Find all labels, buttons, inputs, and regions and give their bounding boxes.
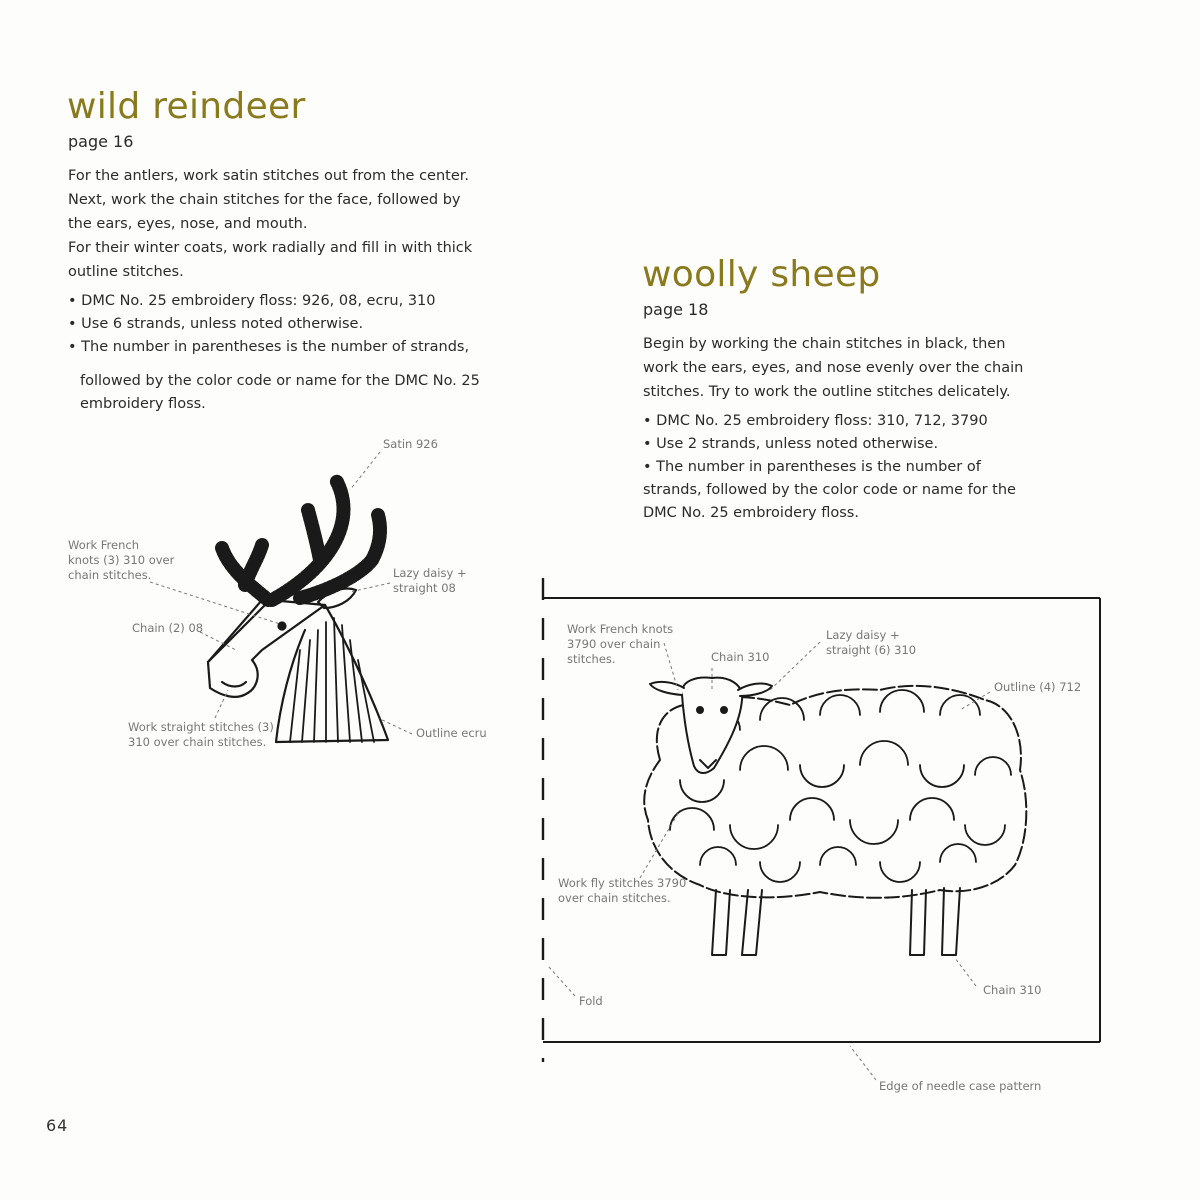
label-satin-926: Satin 926 bbox=[383, 437, 438, 451]
sheep-page-ref: page 18 bbox=[643, 300, 709, 319]
label-sheep-outline: Outline (4) 712 bbox=[994, 680, 1082, 694]
reindeer-note-floss: • DMC No. 25 embroidery floss: 926, 08, ecru, 310 bbox=[68, 293, 436, 309]
label-sheep-french-knots: Work French knots 3790 over chain stitches. bbox=[567, 622, 674, 666]
reindeer-paragraph-1: For the antlers, work satin stitches out from the center. Next, work the chain stitches for the face, followed by the ears, eyes, nose, and mouth. bbox=[68, 168, 470, 232]
label-sheep-chain-bottom: Chain 310 bbox=[983, 983, 1042, 997]
sheep-legs bbox=[712, 888, 960, 955]
reindeer-page-ref: page 16 bbox=[68, 132, 134, 151]
label-reindeer-straight: Work straight stitches (3) 310 over chain stitches. bbox=[128, 720, 274, 749]
label-reindeer-outline: Outline ecru bbox=[416, 726, 487, 740]
sheep-eye-right bbox=[721, 707, 727, 713]
sheep-note-strands: • Use 2 strands, unless noted otherwise. bbox=[643, 436, 939, 452]
sheep-head bbox=[682, 678, 742, 774]
label-sheep-lazy-daisy: Lazy daisy + straight (6) 310 bbox=[826, 628, 917, 657]
sheep-note-floss: • DMC No. 25 embroidery floss: 310, 712, 3790 bbox=[643, 413, 988, 429]
sheep-ear-right bbox=[738, 683, 772, 696]
sheep-eye-left bbox=[697, 707, 703, 713]
reindeer-eye bbox=[279, 623, 286, 630]
reindeer-note-parentheses: • The number in parentheses is the number of strands, bbox=[68, 339, 470, 355]
reindeer-paragraph-2: For their winter coats, work radially and fill in with thick outline stitches. bbox=[68, 240, 473, 280]
reindeer-title: wild reindeer bbox=[67, 86, 306, 127]
label-reindeer-lazy-daisy: Lazy daisy + straight 08 bbox=[393, 566, 467, 595]
sheep-instructions: Begin by working the chain stitches in black, then work the ears, eyes, and nose evenly over the chain stitches. Try to work the outline stitches delicately. bbox=[643, 336, 1024, 400]
reindeer-antlers bbox=[222, 480, 380, 600]
label-reindeer-chain: Chain (2) 08 bbox=[132, 621, 204, 635]
sheep-note-parentheses: • The number in parentheses is the number of strands, followed by the color code or name for the DMC No. 25 embroidery floss. bbox=[643, 459, 1016, 521]
reindeer-illustration bbox=[208, 480, 388, 742]
label-edge-needle-case: Edge of needle case pattern bbox=[879, 1079, 1042, 1093]
reindeer-note-continuation: followed by the color code or name for the DMC No. 25 embroidery floss. bbox=[80, 373, 480, 412]
page-number: 64 bbox=[46, 1116, 69, 1135]
reindeer-note-strands: • Use 6 strands, unless noted otherwise. bbox=[68, 316, 364, 332]
label-reindeer-french-knots: Work French knots (3) 310 over chain stitches. bbox=[68, 538, 175, 582]
label-fold: Fold bbox=[579, 994, 603, 1008]
label-sheep-chain-top: Chain 310 bbox=[711, 650, 770, 664]
sheep-illustration bbox=[644, 678, 1026, 955]
label-sheep-fly-stitches: Work fly stitches 3790 over chain stitches. bbox=[558, 876, 687, 905]
sheep-ear-left bbox=[650, 682, 684, 695]
sheep-title: woolly sheep bbox=[642, 254, 881, 295]
